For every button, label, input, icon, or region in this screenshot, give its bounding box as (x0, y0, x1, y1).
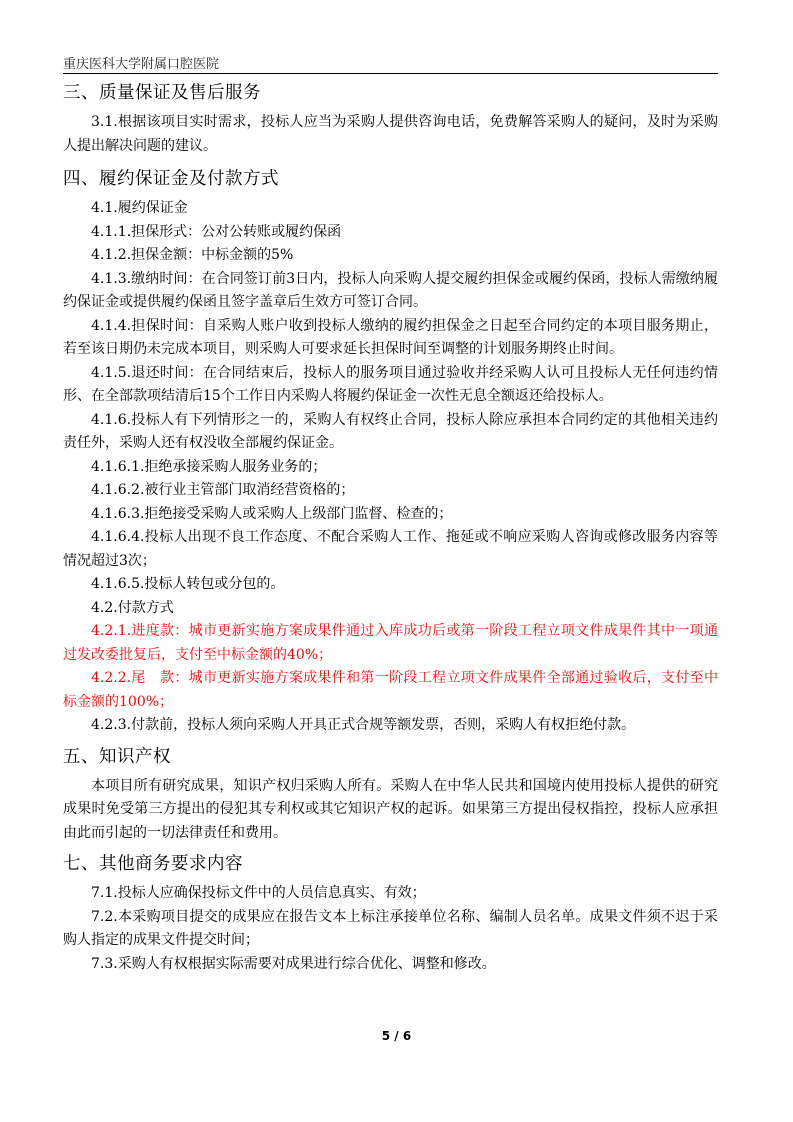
item-4-1-6-2: 4.1.6.2.被行业主管部门取消经营资格的； (91, 482, 355, 498)
section-3-heading: 三、质量保证及售后服务 (63, 83, 261, 103)
item-4-1-6-3: 4.1.6.3.拒绝接受采购人或采购人上级部门监督、检查的； (91, 505, 453, 522)
item-4-1-4: 4.1.4.担保时间：自采购人账户收到投标人缴纳的履约担保金之日起至合同约定的本项目服务期止，若至该日期仍未完成本项目，则采购人可要求延长担保时间至调整的计划服务期终止时间。 (63, 317, 718, 357)
item-4-1-2: 4.1.2.担保金额：中标金额的5% (91, 247, 294, 263)
section-4-heading: 四、履约保证金及付款方式 (63, 169, 279, 189)
item-7-2: 7.2.本采购项目提交的成果应在报告文本上标注承接单位名称、编制人员名单。成果文件须不迟于采购人指定的成果文件提交时间； (63, 908, 718, 948)
item-4-1-5: 4.1.5.退还时间：在合同结束后，投标人的服务项目通过验收并经采购人认可且投标人无任何违约情形、在全部款项结清后15个工作日内采购人将履约保证金一次性无息全额返还给投标人。 (63, 364, 718, 404)
item-4-1-1: 4.1.1.担保形式：公对公转账或履约保函 (91, 223, 342, 240)
item-7-1: 7.1.投标人应确保投标文件中的人员信息真实、有效； (91, 885, 426, 901)
item-4-1-6-5: 4.1.6.5.投标人转包或分包的。 (91, 576, 285, 592)
paragraph-3-1: 3.1.根据该项目实时需求，投标人应当为采购人提供咨询电话，免费解答采购人的疑问，及时为采购人提出解决问题的建议。 (63, 114, 718, 154)
item-4-2: 4.2.付款方式 (91, 599, 174, 616)
item-4-1-6: 4.1.6.投标人有下列情形之一的，采购人有权终止合同，投标人除应承担本合同约定的其他相关违约责任外，采购人还有权没收全部履约保证金。 (63, 411, 718, 451)
page-number: 5 / 6 (381, 1029, 412, 1043)
header-divider (63, 73, 718, 74)
item-4-2-3: 4.2.3.付款前，投标人须向采购人开具正式合规等额发票，否则，采购人有权拒绝付款。 (91, 717, 636, 733)
item-7-3: 7.3.采购人有权根据实际需要对成果进行综合优化、调整和修改。 (91, 955, 496, 972)
section-5-heading: 五、知识产权 (63, 746, 171, 767)
paragraph-5: 本项目所有研究成果，知识产权归采购人所有。采购人在中华人民共和国境内使用投标人提供的研究成果时免受第三方提出的侵犯其专利权或其它知识产权的起诉。如果第三方提出侵权指控，投标人应承担由此而引起的一切法律责任和费用。 (63, 777, 718, 841)
page-content (63, 80, 718, 976)
section-7-heading: 七、其他商务要求内容 (63, 854, 243, 874)
item-4-2-2-highlighted: 4.2.2.尾 款：城市更新实施方案成果件和第一阶段工程立项文件成果件全部通过验收后，支付至中标金额的100%； (63, 670, 718, 710)
item-4-1-6-1: 4.1.6.1.拒绝承接采购人服务业务的； (91, 458, 327, 475)
item-4-2-1-highlighted: 4.2.1.进度款：城市更新实施方案成果件通过入库成功后或第一阶段工程立项文件成果件其中一项通过发改委批复后，支付至中标金额的40%； (63, 623, 718, 663)
item-4-1-6-4: 4.1.6.4.投标人出现不良工作态度、不配合采购人工作、拖延或不响应采购人咨询或修改服务内容等情况超过3次； (63, 529, 718, 569)
item-4-1: 4.1.履约保证金 (91, 200, 188, 216)
page-header: 重庆医科大学附属口腔医院 (63, 57, 220, 72)
item-4-1-3: 4.1.3.缴纳时间：在合同签订前3日内，投标人向采购人提交履约担保金或履约保函，投标人需缴纳履约保证金或提供履约保函且签字盖章后生效方可签订合同。 (63, 270, 718, 310)
